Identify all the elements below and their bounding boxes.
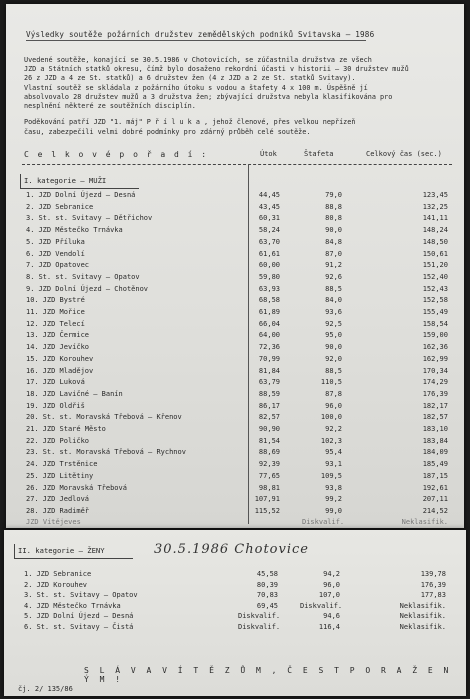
total-time: 174,29 [422,378,448,387]
relay-time: 79,0 [325,191,342,199]
rank: 3. [26,214,35,223]
total-time: 158,54 [422,319,448,328]
rank-team [26,250,85,258]
header-divider [22,164,452,165]
intro-line-5: absolvovalo 28 družstev mužů a 3 družstva žen; zbývající družstva nebyla klasifikována pro [24,93,393,101]
team-name: JZD Jevíčko [42,343,90,352]
attack-time: 60,00 [258,261,280,270]
attack-time: 44,45 [258,191,280,199]
rank: 5. [24,612,33,620]
rank-team [26,495,89,503]
table-row [6,495,464,507]
rank: 22. [26,436,39,445]
men-category-label: I. kategorie – MUŽI [24,176,107,185]
rank-team [26,296,85,304]
relay-time: 95,4 [325,448,342,457]
thanks-line-1: Poděkování patří JZD "1. máj" P ř í l u k a , jehož členové, přes velkou nepřízeň [24,118,356,126]
total-time: 170,34 [422,366,448,375]
cut-row-relay: Diskvalif. [302,518,345,526]
closing-slogan: S L Á V A V Í T Ě Z Ů M , Č E S T P O R A Ž E N Ý M ! [84,666,452,684]
rank: 15. [26,354,39,363]
rank: 6. [24,622,33,631]
rank-team [26,285,148,293]
table-row [6,320,464,332]
rank-team [26,378,85,386]
relay-time: 87,0 [325,249,342,258]
thanks-line-2: času, zabezpečili velmi dobré podmínky pro zdárný průběh celé soutěže. [24,128,311,136]
team-name: JZD Moravská Třebová [42,483,127,492]
rank: 11. [26,308,39,316]
attack-time: 92,39 [258,460,280,469]
women-category-label: II. kategorie – ŽENY [18,546,105,555]
table-row [6,448,464,460]
relay-time: 90,0 [325,226,342,235]
rank-team [24,612,133,620]
table-row [6,413,464,425]
rank: 12. [26,319,39,328]
rank: 21. [26,425,39,433]
rank: 24. [26,460,39,469]
attack-time: 66,04 [258,319,280,328]
team-name: JZD Luková [42,378,85,387]
col-header-total: Celkový čas (sec.) [366,150,442,158]
table-row [6,367,464,379]
overall-heading: C e l k o v é p o ř a d í : [24,150,209,159]
intro-line-3: 26 z JZD a 4 ze St. statků) a 6 družstev žen (4 z JZD a 2 ze St. statků Svitavy). [24,74,356,82]
rank-team [26,214,152,222]
cut-row-team: JZD Vítějeves [26,518,81,526]
total-time: 123,45 [422,191,448,199]
rank-team [26,460,97,468]
table-row [4,623,462,635]
title-underline [26,40,366,41]
rank: 19. [26,401,39,410]
rank-team [26,331,89,339]
rank: 25. [26,471,39,480]
rank-team [24,581,87,589]
total-time: 184,09 [422,448,448,457]
handwritten-date-place: 30.5.1986 Chotovice [154,542,309,557]
attack-time: 63,70 [258,237,280,246]
attack-time: 86,17 [258,401,280,410]
attack-time: 98,81 [258,483,280,492]
team-name: JZD Korouhev [36,580,88,589]
table-row [6,296,464,308]
attack-time: 63,93 [258,284,280,293]
rank: 20. [26,413,39,422]
total-time: 132,25 [422,202,448,211]
team-name: JZD Jedlová [42,495,90,504]
total-time: 152,43 [422,284,448,293]
attack-time: 80,39 [256,580,278,589]
team-name: St. st. Svitavy – Čistá [36,622,134,631]
total-time: Neklasifik. [399,612,446,620]
table-row [6,460,464,472]
team-name: JZD Příluka [38,237,85,246]
rank-team [26,308,85,316]
relay-time: 102,3 [320,436,342,445]
team-name: JZD Mořice [42,308,85,316]
attack-time: Diskvalif. [238,612,281,620]
total-time: 187,15 [422,471,448,480]
relay-time: 96,0 [323,580,340,589]
rank: 28. [26,506,39,515]
attack-time: 90,90 [258,425,280,433]
table-row [6,484,464,496]
col-header-attack: Útok [260,150,277,158]
attack-time: 61,61 [258,249,280,258]
attack-time: 58,24 [258,226,280,235]
rank-team [26,472,93,480]
team-name: JZD Městečko Trnávka [36,601,121,610]
total-time: 192,61 [422,483,448,492]
attack-time: 88,59 [258,389,280,398]
rank-team [26,402,85,410]
team-name: JZD Městečko Trnávka [38,226,123,235]
rank-team [26,484,127,492]
team-name: JZD Telecí [42,319,85,328]
total-time: 159,00 [422,331,448,340]
rank-team [24,602,121,610]
table-row [6,238,464,250]
cut-row-total: Neklasifik. [401,518,448,526]
total-time: 152,58 [422,296,448,305]
table-row [6,378,464,390]
attack-time: 81,84 [258,366,280,375]
relay-time: 99,2 [325,495,342,504]
reference-number: čj. 2/ 135/86 [18,685,73,693]
relay-time: 96,0 [325,401,342,410]
rank-team [26,413,182,421]
attack-time: 63,79 [258,378,280,387]
relay-time: 88,8 [325,202,342,211]
total-time: 176,39 [420,580,446,589]
results-sheet-women [4,530,466,696]
table-row [6,437,464,449]
relay-time: 80,8 [325,214,342,223]
rank: 5. [26,237,35,246]
team-name: JZD Dolní Újezd – Desná [38,191,136,199]
team-name: JZD Poličko [42,436,90,445]
rank: 4. [24,601,33,610]
rank: 16. [26,366,39,375]
results-sheet-main [6,4,464,528]
attack-time: 88,69 [258,448,280,457]
team-name: JZD Sebranice [36,570,92,578]
attack-time: 107,91 [254,495,280,504]
intro-line-4: Vlastní soutěž se skládala z požárního útoku s vodou a štafety 4 x 100 m. Úspěšně jí [24,84,368,92]
team-name: JZD Dolní Újezd – Desná [36,612,134,620]
total-time: 141,11 [422,214,448,223]
team-name: JZD Čermice [42,331,90,340]
attack-time: 70,83 [256,591,278,599]
team-name: JZD Bystré [42,296,85,305]
attack-time: 81,54 [258,436,280,445]
relay-time: 93,6 [325,308,342,316]
rank: 1. [26,191,35,199]
attack-time: 68,58 [258,296,280,305]
relay-time: 92,5 [325,319,342,328]
rank-team [26,261,89,269]
relay-time: 116,4 [318,622,340,631]
relay-time: 93,8 [325,483,342,492]
rank: 1. [24,570,33,578]
attack-time: 60,31 [258,214,280,223]
team-name: JZD Korouhev [42,354,94,363]
col-header-relay: Štafeta [304,150,334,158]
rank: 7. [26,261,35,270]
relay-time: 91,2 [325,261,342,270]
rank-team [24,570,91,578]
total-time: 148,24 [422,226,448,235]
table-row [6,472,464,484]
total-time: 150,61 [422,249,448,258]
table-row [6,355,464,367]
total-time: Neklasifik. [399,622,446,631]
table-row-cut [6,518,464,528]
relay-time: Diskvalif. [300,601,343,610]
table-row [6,191,464,203]
relay-time: 94,2 [323,570,340,578]
attack-time: 59,80 [258,272,280,281]
attack-time: 115,52 [254,506,280,515]
table-row [6,425,464,437]
table-row [6,390,464,402]
attack-time: 70,99 [258,354,280,363]
team-name: St. st. Svitavy – Opatov [36,591,138,599]
team-name: JZD Lavičné – Banín [42,389,123,398]
rank: 10. [26,296,39,305]
attack-time: 61,89 [258,308,280,316]
document-title: Výsledky soutěže požárních družstev zemědělských podniků Svitavska – 1986 [26,30,375,39]
rank-team [26,238,85,246]
table-row [6,308,464,320]
rank: 9. [26,284,35,293]
rank-team [26,425,106,433]
rank: 2. [24,580,33,589]
total-time: 177,83 [420,591,446,599]
relay-time: 109,5 [320,471,342,480]
total-time: 183,84 [422,436,448,445]
total-time: 183,10 [422,425,448,433]
table-row [6,214,464,226]
rank-team [26,343,89,351]
table-row [6,261,464,273]
intro-line-2: JZD a Státních statků okresu, čímž bylo dosaženo rekordní účasti v historii – 30 družstev mužů [24,65,409,73]
rank: 26. [26,483,39,492]
total-time: 152,40 [422,272,448,281]
relay-time: 93,1 [325,460,342,469]
total-time: 139,78 [420,570,446,578]
rank-team [26,203,93,211]
attack-time: 72,36 [258,343,280,352]
total-time: 182,17 [422,401,448,410]
rank-team [26,390,123,398]
rank-team [26,355,93,363]
relay-time: 87,8 [325,389,342,398]
total-time: 182,57 [422,413,448,422]
table-row [6,203,464,215]
total-time: 176,39 [422,389,448,398]
rank: 27. [26,495,39,504]
relay-time: 92,6 [325,272,342,281]
table-row [6,273,464,285]
rank-team [26,448,186,456]
team-name: JZD Opatovec [38,261,90,270]
rank: 4. [26,226,35,235]
rank-team [26,226,123,234]
team-name: St. st. Moravská Třebová – Křenov [42,413,182,422]
relay-time: 92,0 [325,354,342,363]
team-name: JZD Oldřiš [42,401,85,410]
total-time: 151,20 [422,261,448,270]
team-name: St. st. Svitavy – Dětřichov [38,214,153,223]
attack-time: 64,00 [258,331,280,340]
team-name: JZD Mladějov [42,366,94,375]
attack-time: 77,65 [258,471,280,480]
team-name: JZD Vendolí [38,249,85,258]
table-row [6,285,464,297]
rank: 13. [26,331,39,340]
rank-team [26,367,93,375]
rank-team [26,273,140,281]
team-name: JZD Dolní Újezd – Chotěnov [38,284,149,293]
relay-time: 84,0 [325,296,342,305]
attack-time: Diskvalif. [238,622,281,631]
team-name: St. st. Moravská Třebová – Rychnov [42,448,186,457]
relay-time: 99,0 [325,506,342,515]
team-name: JZD Trstěnice [42,460,98,469]
intro-line-1: Uvedené soutěže, konající se 30.5.1986 v Chotovicích, se zúčastnila družstva ze všech [24,56,372,64]
rank-team [24,591,138,599]
relay-time: 88,5 [325,284,342,293]
team-name: St. st. Svitavy – Opatov [38,272,140,281]
total-time: 185,49 [422,460,448,469]
team-name: JZD Radiměř [42,506,90,515]
relay-time: 84,8 [325,237,342,246]
rank: 3. [24,591,33,599]
attack-time: 69,45 [256,601,278,610]
team-name: JZD Litětiny [42,471,94,480]
table-row [6,226,464,238]
rank: 2. [26,202,35,211]
relay-time: 88,5 [325,366,342,375]
total-time: 162,36 [422,343,448,352]
relay-time: 90,0 [325,343,342,352]
relay-time: 110,5 [320,378,342,387]
total-time: 155,49 [422,308,448,316]
relay-time: 92,2 [325,425,342,433]
table-row [6,250,464,262]
table-row [6,402,464,414]
team-name: JZD Sebranice [38,202,94,211]
total-time: 148,50 [422,237,448,246]
table-row [6,331,464,343]
rank-team [24,623,133,631]
rank: 17. [26,378,39,387]
attack-time: 45,58 [256,570,278,578]
relay-time: 94,6 [323,612,340,620]
table-row [6,343,464,355]
rank: 8. [26,272,35,281]
total-time: 214,52 [422,506,448,515]
rank: 6. [26,249,35,258]
rank-team [26,191,135,199]
relay-time: 100,0 [320,413,342,422]
relay-time: 107,0 [318,591,340,599]
rank: 18. [26,389,39,398]
rank: 14. [26,343,39,352]
rank-team [26,437,89,445]
total-time: 207,11 [422,495,448,504]
relay-time: 95,0 [325,331,342,340]
team-name: JZD Staré Město [42,425,106,433]
rank-team [26,507,89,515]
attack-time: 43,45 [258,202,280,211]
attack-time: 82,57 [258,413,280,422]
intro-line-6: nesplnění některé ze soutěžních disciplín. [24,102,196,110]
rank: 23. [26,448,39,457]
rank-team [26,320,85,328]
total-time: 162,99 [422,354,448,363]
total-time: Neklasifik. [399,601,446,610]
